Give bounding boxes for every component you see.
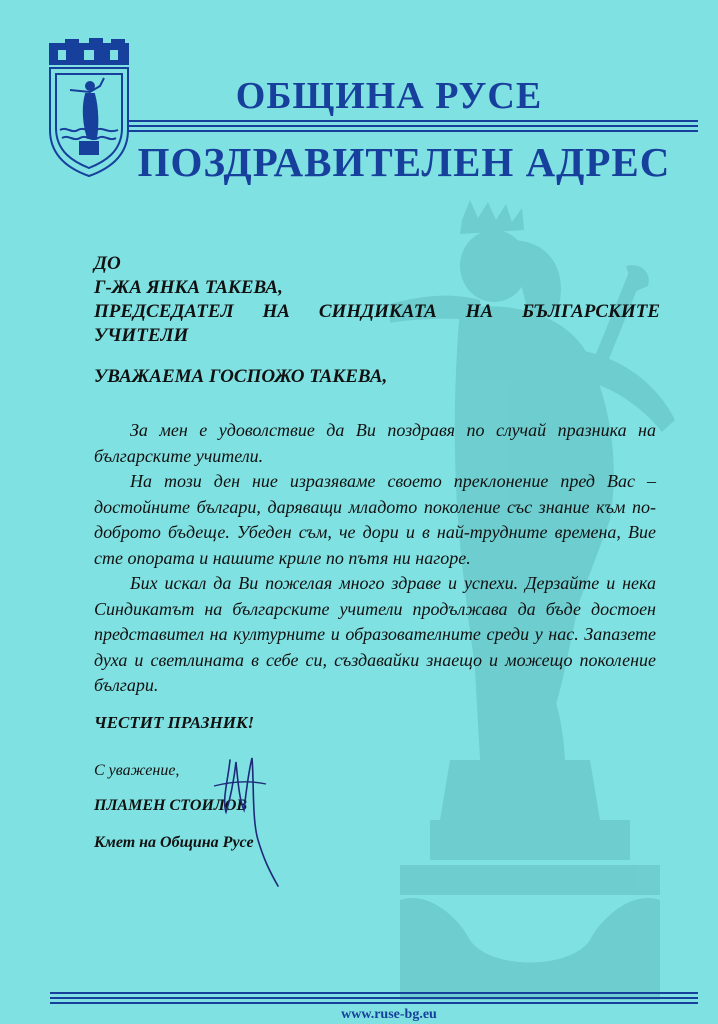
header-rule-top-3: [128, 130, 698, 132]
recipient-to: ДО: [94, 253, 121, 274]
header-rule-top: [128, 120, 698, 122]
footer-rule-2: [50, 997, 698, 999]
municipality-title: ОБЩИНА РУСЕ: [235, 75, 543, 117]
signatory-name: ПЛАМЕН СТОИЛОВ: [94, 797, 248, 814]
paragraph-1: За мен е удоволствие да Ви поздравя по случай празника на българските учители.: [94, 420, 656, 466]
recipient-name: Г-ЖА ЯНКА ТАКЕВА,: [94, 277, 283, 298]
footer-url: www.ruse-bg.eu: [341, 1007, 437, 1022]
signatory-title: Кмет на Община Русе: [94, 834, 254, 851]
recipient-position-line1: ПРЕДСЕДАТЕЛ НА СИНДИКАТА НА БЪЛГАРСКИТЕ: [94, 301, 660, 322]
footer-rule-3: [50, 1002, 698, 1004]
handwritten-signature: [200, 740, 300, 890]
paragraph-2: На този ден ние изразяваме своето преклонение пред Вас – достойните българи, даряващи младото поколение със знание към по-доброто бъдеще. Убеден съм, че дори и в най-трудните времена, Вие сте опората и нашите криле по пътя ни нагоре.: [94, 471, 656, 568]
document-title: ПОЗДРАВИТЕЛЕН АДРЕС: [137, 139, 671, 185]
salutation: УВАЖАЕМА ГОСПОЖО ТАКЕВА,: [94, 366, 388, 387]
letter-body: [94, 418, 656, 699]
footer-rule-1: [50, 992, 698, 994]
recipient-block: [94, 252, 660, 348]
paragraph-3: Бих искал да Ви пожелая много здраве и успехи. Дерзайте и нека Синдикатът на българските учители продължава да бъде достоен представител на културните и образователните среди у нас. Запазете духа и светлината в себе си, създавайки знаещо и можещо поколение българи.: [94, 573, 656, 695]
recipient-position-line2: УЧИТЕЛИ: [94, 325, 189, 346]
header-rule-top-2: [128, 125, 698, 127]
regards-line: С уважение,: [94, 762, 180, 779]
closing-line: ЧЕСТИТ ПРАЗНИК!: [94, 713, 255, 732]
